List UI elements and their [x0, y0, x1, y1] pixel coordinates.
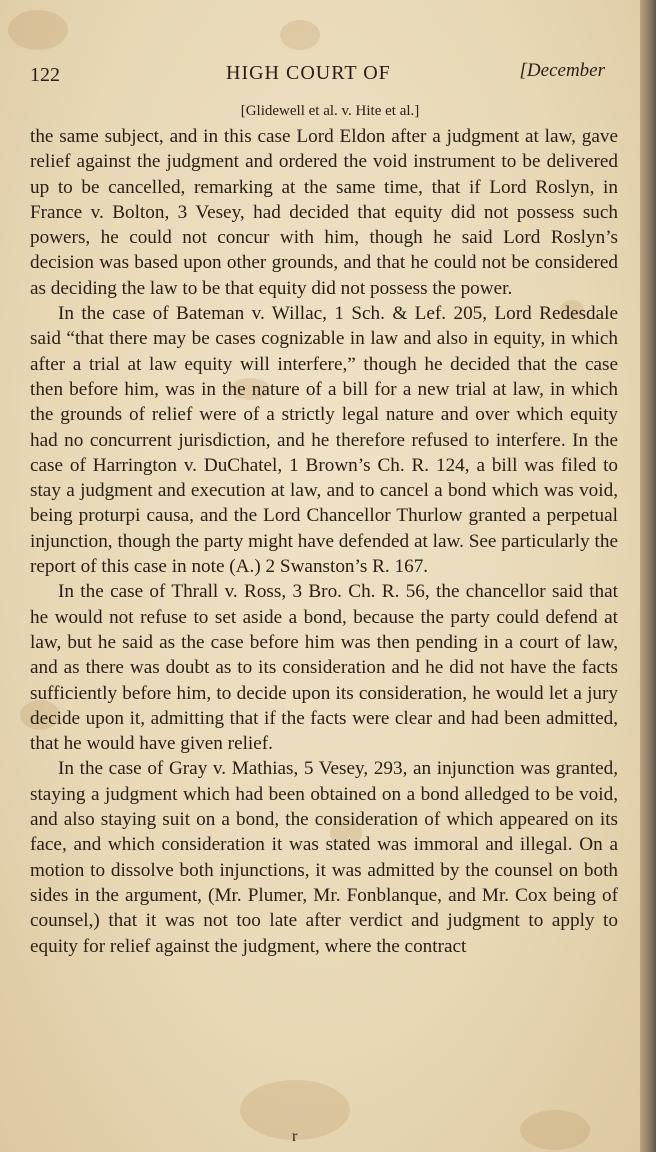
page-edge [640, 0, 656, 1152]
paragraph: In the case of Bateman v. Willac, 1 Sch. & Lef. 205, Lord Redesdale said “that there may be cases cognizable in law and also in equity, in which after a trial at law equity will interfere,” though he decided that the case then before him, was in the nature of a bill for a new trial at law, in which the grounds of relief were of a strictly legal nature and over which equity had no concurrent jurisdiction, and he therefore refused to interfere. In the case of Harrington v. DuChatel, 1 Brown’s Ch. R. 124, a bill was filed to stay a judgment and execution at law, and to cancel a bond which was void, being proturpi causa, and the Lord Chancellor Thurlow granted a perpetual injunction, though the party might have defended at law. See particularly the report of this case in note (A.) 2 Swanston’s R. 167. [30, 303, 618, 578]
paragraph: the same subject, and in this case Lord Eldon after a judgment at law, gave relief against the judgment and ordered the void instrument to be delivered up to be cancelled, remarking at the same time, that if Lord Roslyn, in France v. Bolton, 3 Vesey, had decided that equity did not possess such powers, he could not concur with him, though he said Lord Roslyn’s decision was based upon other grounds, and that he could not be considered as deciding the law to be that equity did not possess the power. [30, 126, 618, 299]
paragraph: In the case of Gray v. Mathias, 5 Vesey, 293, an injunction was granted, staying a judgment which had been obtained on a bond alledged to be void, and also staying suit on a bond, the consideration of which appeared on its face, and which consideration it was stated was immoral and illegal. On a motion to dissolve both injunctions, it was admitted by the counsel on both sides in the argument, (Mr. Plumer, Mr. Fonblanque, and Mr. Cox being of counsel,) that it was not too late after verdict and judgment to apply to equity for relief against the judgment, where the contract [30, 758, 618, 957]
case-reference: [Glidewell et al. v. Hite et al.] [240, 103, 420, 119]
printer-mark: r [292, 1128, 298, 1145]
paragraph: In the case of Thrall v. Ross, 3 Bro. Ch. R. 56, the chancellor said that he would not refuse to set aside a bond, because the party could defend at law, but he said as the case before him was then pending in a court of law, and as there was doubt as to its consideration and he did not have the facts sufficiently before him, to decide upon its consideration, he would let a jury decide upon it, admitting that if the facts were clear and had been admitted, that he would have given relief. [30, 581, 618, 755]
running-header [30, 58, 605, 88]
running-date: [December [519, 60, 605, 81]
running-title: HIGH COURT OF [226, 62, 391, 84]
page-number: 122 [30, 64, 60, 86]
body-text [30, 124, 618, 959]
